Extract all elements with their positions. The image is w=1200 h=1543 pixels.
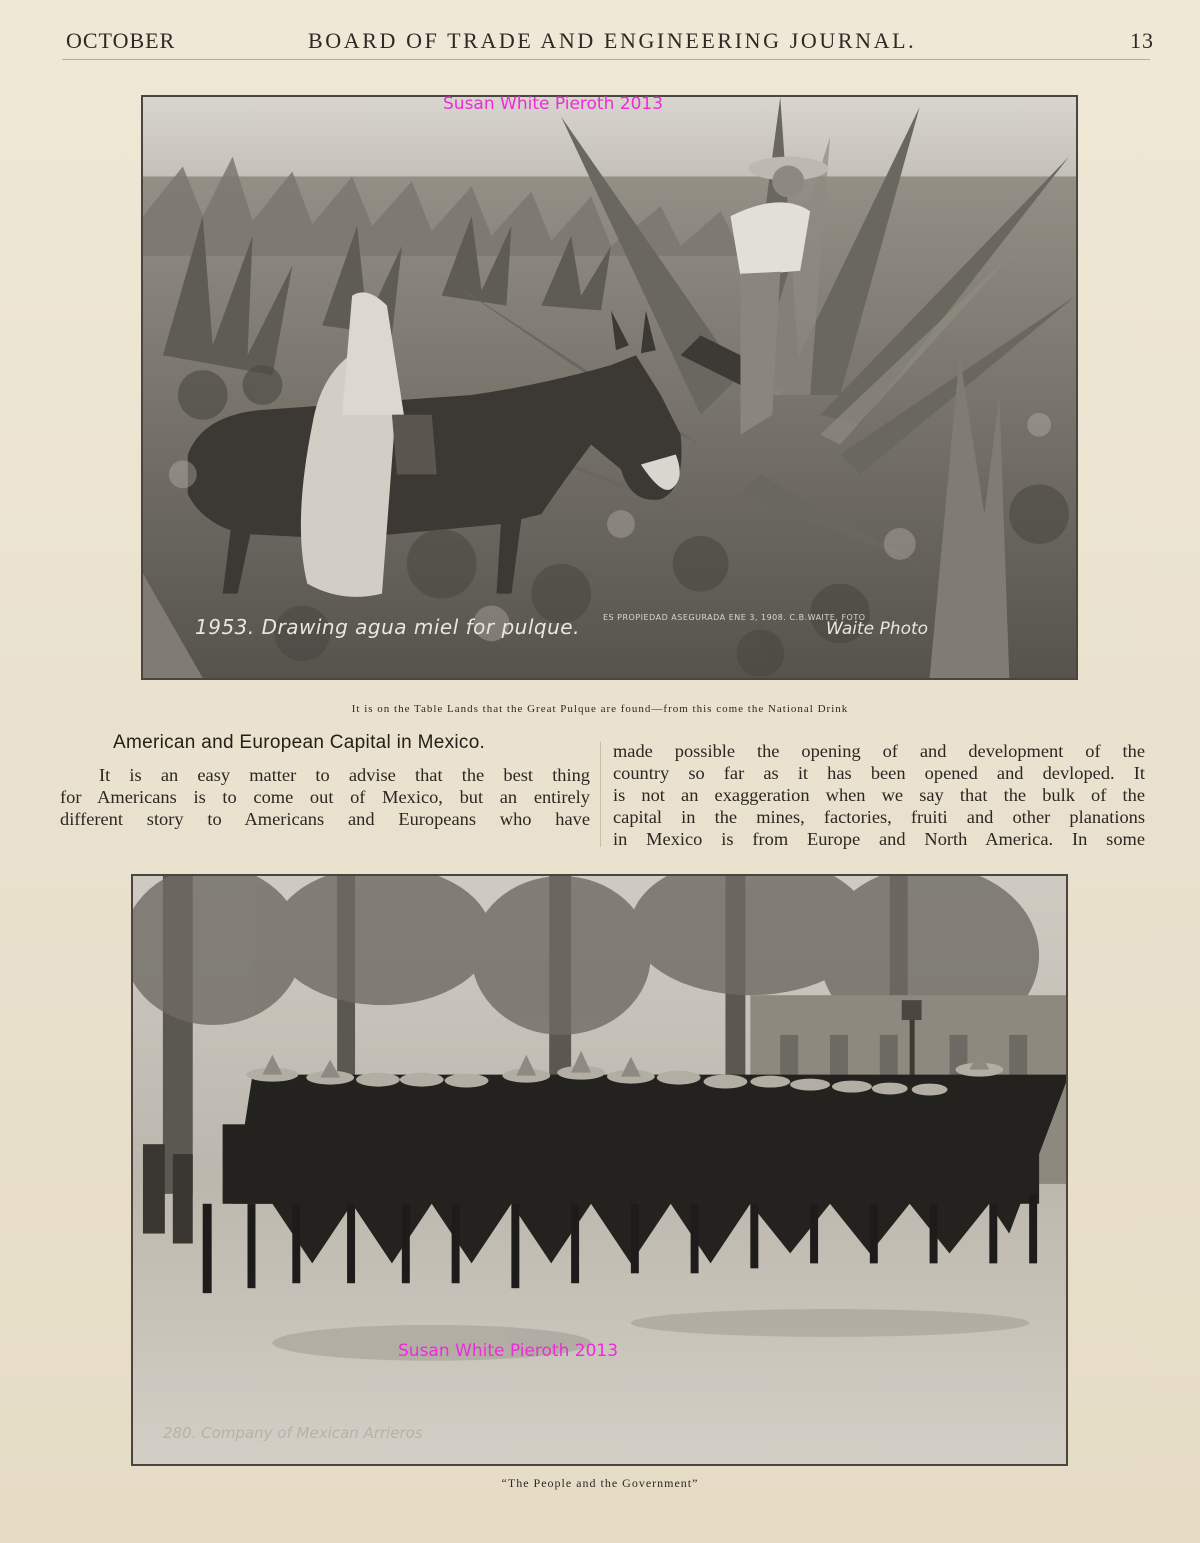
article-heading: American and European Capital in Mexico. [113,732,486,753]
photo-bottom-inline-caption: 280. Company of Mexican Arrieros [163,1424,423,1442]
column-2-line: made possible the opening of and development of the [613,741,1145,761]
journal-title: BOARD OF TRADE AND ENGINEERING JOURNAL. [308,28,917,53]
column-1-line: It is an easy matter to advise that the best thing [99,765,590,785]
watermark-top: Susan White Pieroth 2013 [443,94,664,114]
riders-photo-illustration [133,876,1066,1464]
header-month: OCTOBER [66,28,176,53]
column-2-line: in Mexico is from Europe and North America. In some [613,829,1145,849]
photo-top-caption: It is on the Table Lands that the Great Pulque are found—from this come the National Drink [351,703,849,715]
header-rule [62,59,1150,60]
photo-top-copyright: ES PROPIEDAD ASEGURADA ENE 3, 1908. C.B.WAITE, FOTO [603,613,866,622]
article-column-2 [613,740,1145,850]
article-column-1 [60,764,590,830]
column-2-line: is not an exaggeration when we say that the bulk of the [613,785,1145,805]
column-2-line: country so far as it has been opened and devloped. It [613,763,1145,783]
photo-top-credit: Waite Photo [826,619,929,639]
photo-top-inline-caption: 1953. Drawing agua miel for pulque. [195,615,580,639]
page-number: 13 [1130,28,1154,53]
watermark-bottom: Susan White Pieroth 2013 [398,1341,619,1361]
photo-bottom-caption: “The People and the Government” [501,1476,699,1490]
column-2-line: capital in the mines, factories, fruiti and other planations [613,807,1145,827]
column-divider [600,742,601,847]
column-1-line: for Americans is to come out of Mexico, but an entirely [60,787,590,807]
column-1-line: different story to Americans and Europeans who have [60,809,590,829]
riders-photo [131,874,1068,1466]
agave-donkey-photo [141,95,1078,680]
agave-photo-illustration [143,97,1076,678]
